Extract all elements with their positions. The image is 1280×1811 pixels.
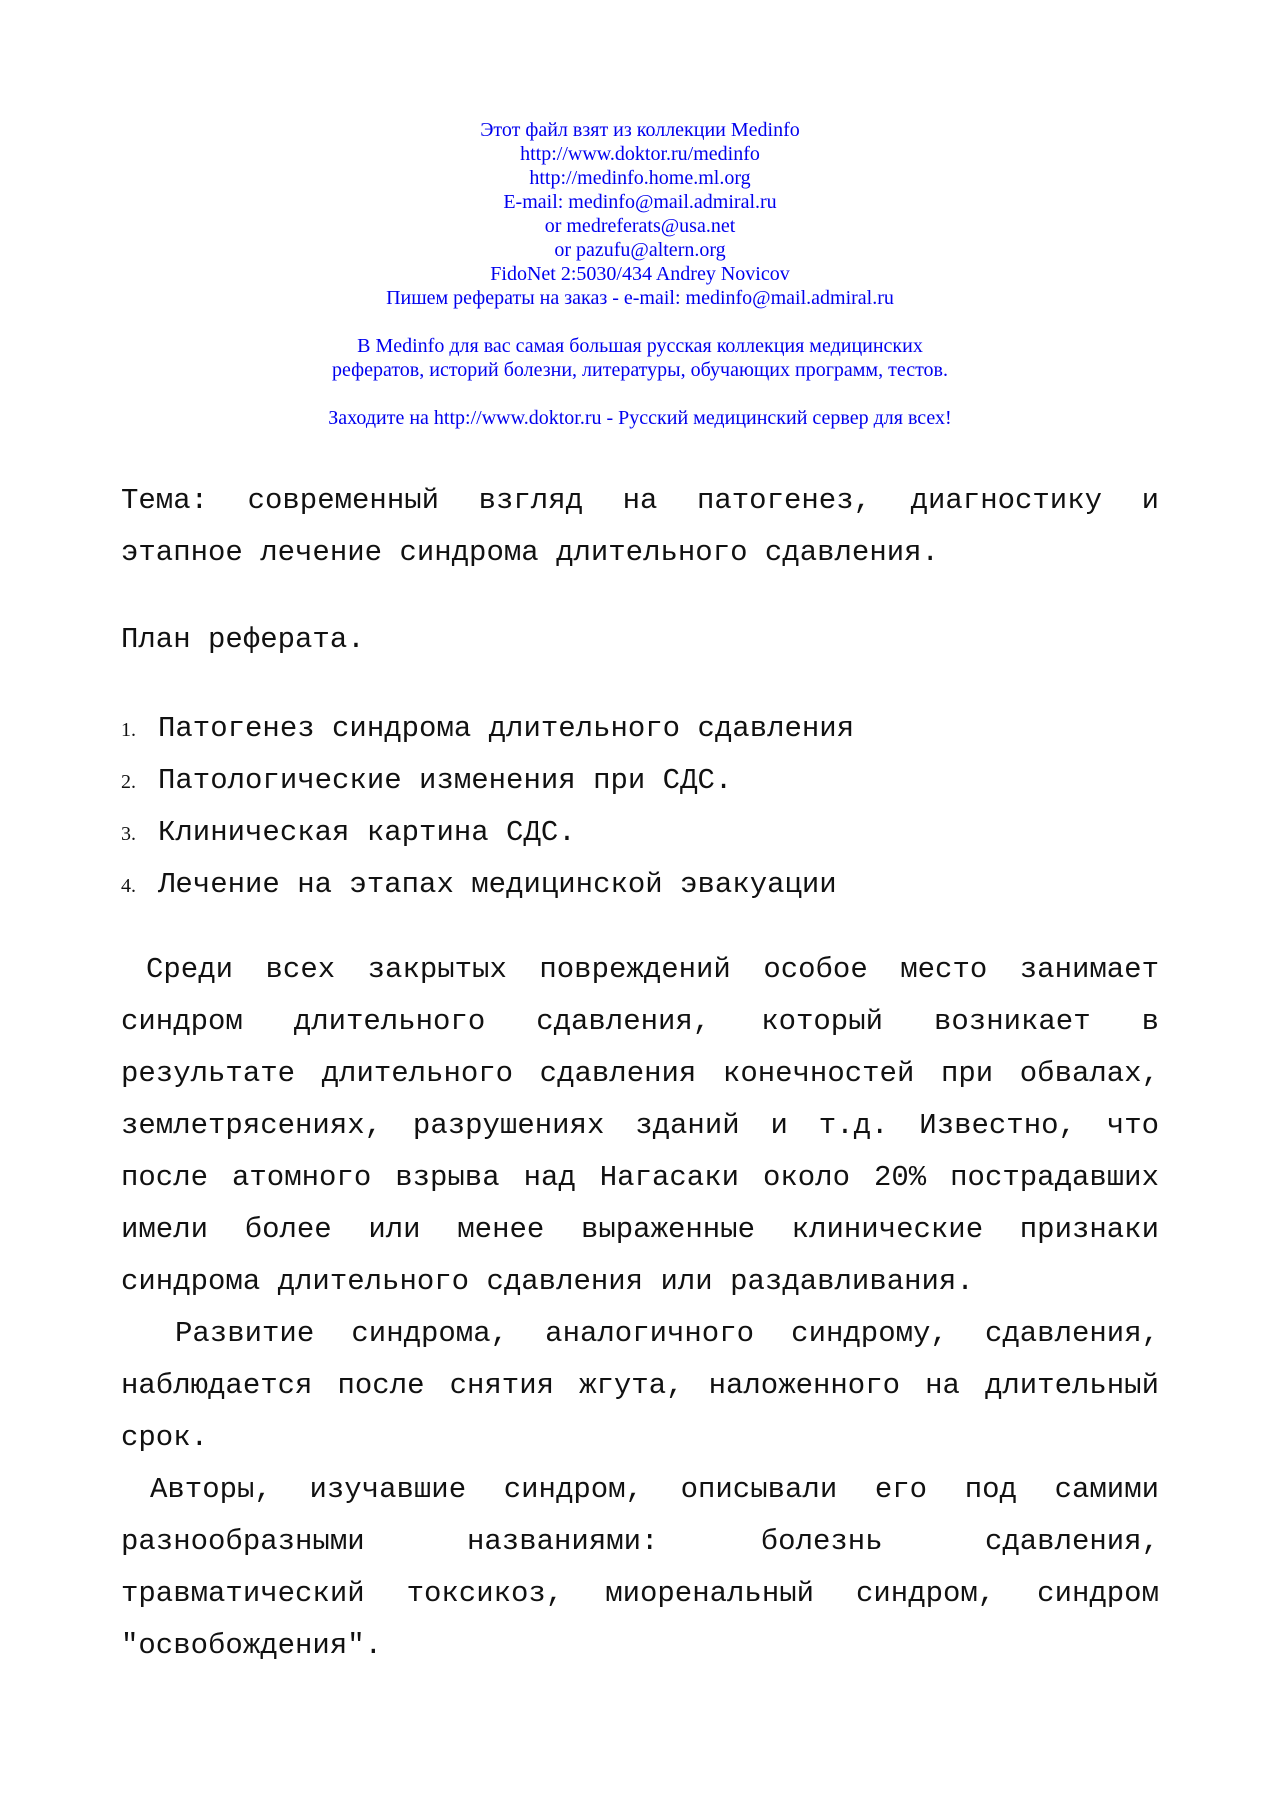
header-line-collection: Этот файл взят из коллекции Medinfo (480, 119, 800, 141)
header-line-url-doktor: http://www.doktor.ru/medinfo (520, 143, 760, 165)
list-item (121, 859, 1159, 911)
header-line-email-alt1: or medreferats@usa.net (544, 215, 736, 237)
header-gap (0, 382, 1280, 406)
header-line-email-alt2: or pazufu@altern.org (554, 239, 726, 261)
list-item-text: Лечение на этапах медицинской эвакуации (158, 868, 837, 901)
list-item-number: 2. (121, 771, 136, 793)
header-line-order: Пишем рефераты на заказ - e-mail: medinfo@mail.admiral.ru (386, 287, 894, 309)
header-line-fidonet: FidoNet 2:5030/434 Andrey Novicov (490, 263, 790, 285)
plan-title: План реферата. (121, 623, 365, 656)
paragraph: Авторы, изучавшие синдром, описывали его под самими разнообразными названиями: болезнь сдавления, травматический токсикоз, миоренальный синдром, синдром "освобождения". (121, 1473, 1159, 1662)
paragraph: Среди всех закрытых повреждений особое место занимает синдром длительного сдавления, который возникает в результате длительного сдавления конечностей при обвалах, землетрясениях, разрушениях зданий и т.д. Известно, что после атомного взрыва над Нагасаки около 20% пострадавших имели более или менее выраженные клинические признаки синдрома длительного сдавления или раздавливания. (121, 953, 1159, 1298)
header-line-visit: Заходите на http://www.doktor.ru - Русский медицинский сервер для всех! (328, 407, 952, 429)
list-item-text: Патогенез синдрома длительного сдавления (158, 712, 855, 745)
list-item (121, 755, 1159, 807)
list-item-text: Клиническая картина СДС. (158, 816, 576, 849)
header-line-email: E-mail: medinfo@mail.admiral.ru (503, 191, 777, 213)
list-item-number: 1. (121, 719, 136, 741)
list-item-number: 3. (121, 823, 136, 845)
list-item-text: Патологические изменения при СДС. (158, 764, 733, 797)
list-item (121, 703, 1159, 755)
paragraph: Развитие синдрома, аналогичного синдрому, сдавления, наблюдается после снятия жгута, наложенного на длительный срок. (121, 1317, 1159, 1454)
topic-heading: Тема: современный взгляд на патогенез, диагностику и этапное лечение синдрома длительного сдавления. (121, 484, 1159, 569)
medinfo-header (0, 118, 1280, 430)
header-line-collection-desc-1: В Medinfo для вас самая большая русская коллекция медицинских (357, 335, 923, 357)
header-line-collection-desc-2: рефератов, историй болезни, литературы, обучающих программ, тестов. (332, 359, 948, 381)
header-gap (0, 310, 1280, 334)
list-item-number: 4. (121, 875, 136, 897)
plan-list (121, 703, 1159, 911)
body-paragraphs (121, 944, 1159, 1672)
list-item (121, 807, 1159, 859)
header-line-url-home: http://medinfo.home.ml.org (529, 167, 751, 189)
